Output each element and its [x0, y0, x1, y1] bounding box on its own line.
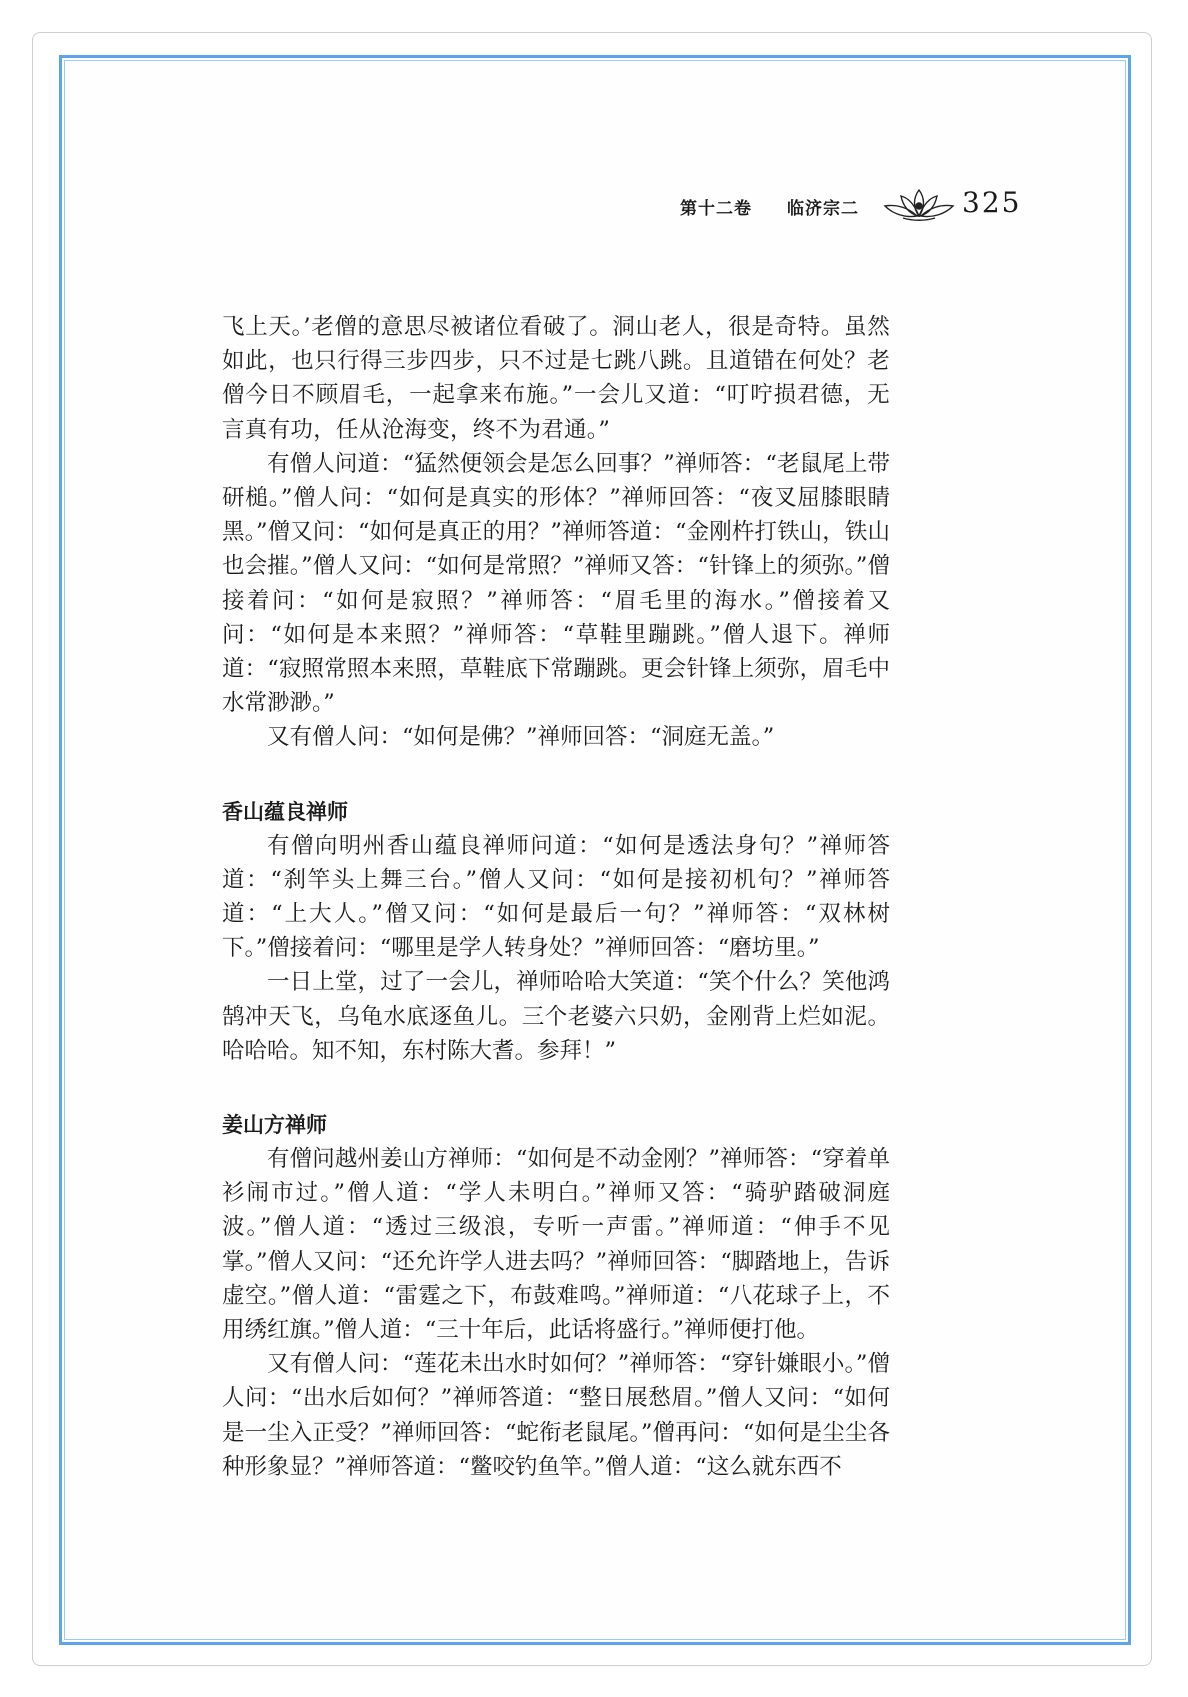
section-title: 姜山方禅师 — [222, 1113, 327, 1138]
paragraph: 有僧人问道：“猛然便领会是怎么回事？”禅师答：“老鼠尾上带研槌。”僧人问：“如何是真实的形体？”禅师回答：“夜叉屈膝眼睛黑。”僧又问：“如何是真正的用？”禅师答道：“金刚杵打铁山，铁山也会摧。”僧人又问：“如何是常照？”禅师又答：“针锋上的须弥。”僧接着问：“如何是寂照？”禅师答：“眉毛里的海水。”僧接着又问：“如何是本来照？”禅师答：“草鞋里蹦跳。”僧人退下。禅师道：“寂照常照本来照，草鞋底下常蹦跳。更会针锋上须弥，眉毛中水常渺渺。” — [222, 450, 890, 717]
lotus-icon — [883, 186, 955, 222]
body-text — [222, 310, 890, 1484]
paragraph: 一日上堂，过了一会儿，禅师哈哈大笑道：“笑个什么？笑他鸿鹄冲天飞，乌龟水底逐鱼儿。三个老婆六只奶，金刚背上烂如泥。哈哈哈。知不知，东村陈大耆。参拜！” — [222, 969, 890, 1064]
paragraph: 有僧问越州姜山方禅师：“如何是不动金刚？”禅师答：“穿着单衫闹市过。”僧人道：“学人未明白。”禅师又答：“骑驴踏破洞庭波。”僧人道：“透过三级浪，专听一声雷。”禅师道：“伸手不见掌。”僧人又问：“还允许学人进去吗？”禅师回答：“脚踏地上，告诉虚空。”僧人道：“雷霆之下，布鼓难鸣。”禅师道：“八花球子上，不用绣红旗。”僧人道：“三十年后，此话将盛行。”禅师便打他。 — [222, 1146, 890, 1344]
header-section: 临济宗二 — [787, 199, 859, 219]
paragraph: 又有僧人问：“莲花未出水时如何？”禅师答：“穿针嫌眼小。”僧人问：“出水后如何？”禅师答道：“整日展愁眉。”僧人又问：“如何是一尘入正受？”禅师回答：“蛇衔老鼠尾。”僧再问：“如何是尘尘各种形象显？”禅师答道：“鳖咬钓鱼竿。”僧人道：“这么就东西不 — [222, 1351, 890, 1480]
running-header — [680, 186, 1060, 226]
paragraph: 飞上天。’老僧的意思尽被诸位看破了。洞山老人，很是奇特。虽然如此，也只行得三步四步，只不过是七跳八跳。且道错在何处？老僧今日不顾眉毛，一起拿来布施。”一会儿又道：“叮咛损君德，无言真有功，任从沧海变，终不为君通。” — [222, 314, 890, 443]
section-title: 香山蕴良禅师 — [222, 799, 348, 824]
header-volume: 第十二卷 — [680, 199, 752, 219]
page-number: 325 — [962, 186, 1022, 219]
paragraph: 有僧向明州香山蕴良禅师问道：“如何是透法身句？”禅师答道：“刹竿头上舞三台。”僧人又问：“如何是接初机句？”禅师答道：“上大人。”僧又问：“如何是最后一句？”禅师答：“双林树下。”僧接着问：“哪里是学人转身处？”禅师回答：“磨坊里。” — [222, 832, 890, 962]
paragraph: 又有僧人问：“如何是佛？”禅师回答：“洞庭无盖。” — [267, 724, 775, 751]
